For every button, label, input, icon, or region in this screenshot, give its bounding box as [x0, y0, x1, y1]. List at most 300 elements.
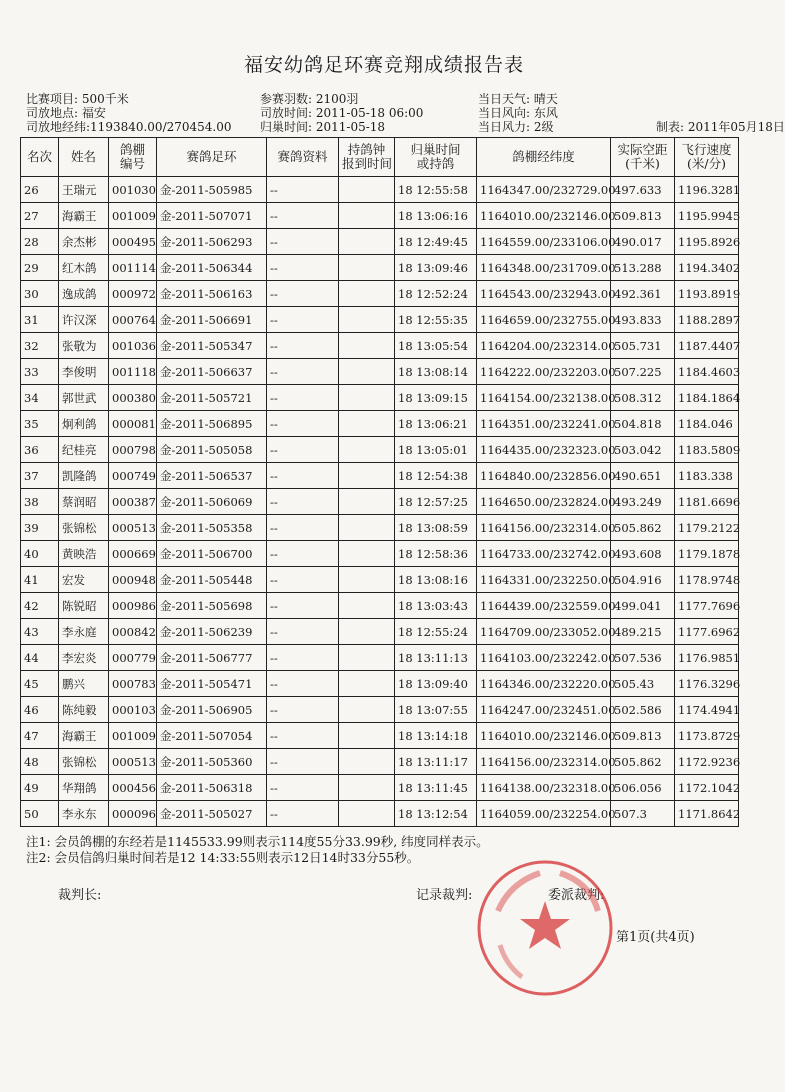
cell-coords: 1164559.00/233106.00 [477, 229, 611, 255]
results-table [20, 137, 739, 827]
cell-rank: 29 [21, 255, 59, 281]
weather: 当日天气: 晴天 [478, 92, 558, 106]
cell-return-time: 18 12:55:35 [395, 307, 477, 333]
cell-distance: 504.916 [611, 567, 675, 593]
cell-return-time: 18 13:11:13 [395, 645, 477, 671]
table-row [21, 671, 739, 697]
cell-name: 陈锐昭 [59, 593, 109, 619]
cell-ring: 金-2011-505358 [157, 515, 267, 541]
cell-info: -- [267, 645, 339, 671]
cell-speed: 1177.7696 [675, 593, 739, 619]
cell-coords: 1164247.00/232451.00 [477, 697, 611, 723]
recorder-referee-label: 记录裁判: [416, 888, 473, 903]
cell-clock [339, 723, 395, 749]
cell-ring: 金-2011-505471 [157, 671, 267, 697]
cell-coords: 1164543.00/232943.00 [477, 281, 611, 307]
table-row [21, 333, 739, 359]
cell-name: 张锦松 [59, 749, 109, 775]
cell-ring: 金-2011-505698 [157, 593, 267, 619]
cell-name: 鹏兴 [59, 671, 109, 697]
cell-ring: 金-2011-506895 [157, 411, 267, 437]
cell-ring: 金-2011-507054 [157, 723, 267, 749]
table-row [21, 307, 739, 333]
cell-return-time: 18 13:09:40 [395, 671, 477, 697]
cell-clock [339, 671, 395, 697]
cell-coords: 1164103.00/232242.00 [477, 645, 611, 671]
made-date: 制表: 2011年05月18日 [656, 120, 785, 134]
cell-speed: 1174.4941 [675, 697, 739, 723]
cell-name: 余杰彬 [59, 229, 109, 255]
cell-ring: 金-2011-506344 [157, 255, 267, 281]
cell-distance: 508.312 [611, 385, 675, 411]
cell-return-time: 18 13:08:59 [395, 515, 477, 541]
release-coords: 司放地经纬:1193840.00/270454.00 [26, 120, 232, 134]
cell-return-time: 18 13:11:45 [395, 775, 477, 801]
cell-name: 许汉深 [59, 307, 109, 333]
cell-distance: 505.862 [611, 749, 675, 775]
table-row [21, 177, 739, 203]
cell-coords: 1164156.00/232314.00 [477, 749, 611, 775]
cell-coords: 1164650.00/232824.00 [477, 489, 611, 515]
cell-loft-id: 000972 [109, 281, 157, 307]
cell-coords: 1164709.00/233052.00 [477, 619, 611, 645]
cell-coords: 1164435.00/232323.00 [477, 437, 611, 463]
cell-rank: 43 [21, 619, 59, 645]
cell-coords: 1164733.00/232742.00 [477, 541, 611, 567]
cell-rank: 31 [21, 307, 59, 333]
wind-force: 当日风力: 2级 [478, 120, 554, 134]
cell-clock [339, 801, 395, 827]
cell-ring: 金-2011-506163 [157, 281, 267, 307]
cell-clock [339, 775, 395, 801]
cell-name: 纪桂亮 [59, 437, 109, 463]
cell-distance: 503.042 [611, 437, 675, 463]
cell-name: 炯利鸽 [59, 411, 109, 437]
cell-coords: 1164204.00/232314.00 [477, 333, 611, 359]
header-clock: 持鸽钟 报到时间 [339, 138, 395, 177]
cell-rank: 50 [21, 801, 59, 827]
cell-name: 黄映浩 [59, 541, 109, 567]
cell-distance: 502.586 [611, 697, 675, 723]
cell-coords: 1164059.00/232254.00 [477, 801, 611, 827]
table-row [21, 463, 739, 489]
cell-loft-id: 000513 [109, 515, 157, 541]
cell-info: -- [267, 775, 339, 801]
cell-speed: 1184.4603 [675, 359, 739, 385]
cell-coords: 1164346.00/232220.00 [477, 671, 611, 697]
cell-name: 红木鸽 [59, 255, 109, 281]
cell-rank: 48 [21, 749, 59, 775]
cell-rank: 45 [21, 671, 59, 697]
cell-clock [339, 749, 395, 775]
cell-return-time: 18 13:08:16 [395, 567, 477, 593]
cell-name: 蔡润昭 [59, 489, 109, 515]
cell-speed: 1172.9236 [675, 749, 739, 775]
page-title: 福安幼鸽足环赛竞翔成绩报告表 [243, 54, 524, 76]
cell-coords: 1164351.00/232241.00 [477, 411, 611, 437]
cell-rank: 37 [21, 463, 59, 489]
cell-clock [339, 697, 395, 723]
cell-name: 陈纯毅 [59, 697, 109, 723]
cell-name: 李宏炎 [59, 645, 109, 671]
cell-info: -- [267, 463, 339, 489]
cell-name: 逸成鸽 [59, 281, 109, 307]
cell-name: 王瑞元 [59, 177, 109, 203]
cell-clock [339, 333, 395, 359]
cell-rank: 40 [21, 541, 59, 567]
cell-rank: 47 [21, 723, 59, 749]
cell-coords: 1164347.00/232729.00 [477, 177, 611, 203]
chief-referee-label: 裁判长: [58, 888, 102, 903]
cell-clock [339, 411, 395, 437]
cell-clock [339, 437, 395, 463]
table-row [21, 437, 739, 463]
cell-clock [339, 619, 395, 645]
cell-info: -- [267, 515, 339, 541]
header-name: 姓名 [59, 138, 109, 177]
cell-rank: 30 [21, 281, 59, 307]
cell-loft-id: 000387 [109, 489, 157, 515]
cell-rank: 49 [21, 775, 59, 801]
cell-ring: 金-2011-506637 [157, 359, 267, 385]
cell-loft-id: 000103 [109, 697, 157, 723]
cell-speed: 1187.4407 [675, 333, 739, 359]
cell-speed: 1179.1878 [675, 541, 739, 567]
table-row [21, 645, 739, 671]
header-loft: 鸽棚 编号 [109, 138, 157, 177]
cell-ring: 金-2011-506905 [157, 697, 267, 723]
cell-ring: 金-2011-505448 [157, 567, 267, 593]
cell-info: -- [267, 749, 339, 775]
delegate-referee-label: 委派裁判: [548, 888, 605, 903]
return-date: 归巢时间: 2011-05-18 [260, 120, 386, 134]
cell-coords: 1164659.00/232755.00 [477, 307, 611, 333]
entries: 参赛羽数: 2100羽 [260, 92, 359, 106]
cell-speed: 1171.8642 [675, 801, 739, 827]
cell-return-time: 18 12:52:24 [395, 281, 477, 307]
cell-return-time: 18 13:12:54 [395, 801, 477, 827]
cell-clock [339, 567, 395, 593]
cell-rank: 32 [21, 333, 59, 359]
cell-name: 海霸王 [59, 723, 109, 749]
cell-loft-id: 000495 [109, 229, 157, 255]
page-number: 第1页(共4页) [616, 930, 695, 945]
cell-loft-id: 000380 [109, 385, 157, 411]
cell-info: -- [267, 593, 339, 619]
cell-ring: 金-2011-506777 [157, 645, 267, 671]
table-row [21, 203, 739, 229]
cell-speed: 1178.9748 [675, 567, 739, 593]
cell-info: -- [267, 281, 339, 307]
cell-return-time: 18 13:06:21 [395, 411, 477, 437]
cell-return-time: 18 12:49:45 [395, 229, 477, 255]
cell-speed: 1194.3402 [675, 255, 739, 281]
table-header-row [21, 138, 739, 177]
cell-distance: 493.608 [611, 541, 675, 567]
cell-ring: 金-2011-506537 [157, 463, 267, 489]
notes [26, 834, 489, 866]
cell-info: -- [267, 411, 339, 437]
cell-clock [339, 229, 395, 255]
table-row [21, 411, 739, 437]
cell-speed: 1176.9851 [675, 645, 739, 671]
cell-return-time: 18 12:55:24 [395, 619, 477, 645]
cell-rank: 36 [21, 437, 59, 463]
cell-info: -- [267, 385, 339, 411]
note-1: 注1: 会员鸽棚的东经若是1145533.99则表示114度55分33.99秒, 纬度同样表示。 [26, 834, 489, 849]
cell-info: -- [267, 255, 339, 281]
cell-loft-id: 001009 [109, 203, 157, 229]
cell-ring: 金-2011-506239 [157, 619, 267, 645]
cell-coords: 1164222.00/232203.00 [477, 359, 611, 385]
cell-loft-id: 000081 [109, 411, 157, 437]
cell-speed: 1184.1864 [675, 385, 739, 411]
cell-info: -- [267, 541, 339, 567]
cell-ring: 金-2011-506691 [157, 307, 267, 333]
cell-coords: 1164348.00/231709.00 [477, 255, 611, 281]
cell-rank: 26 [21, 177, 59, 203]
release-site: 司放地点: 福安 [26, 106, 106, 120]
cell-coords: 1164331.00/232250.00 [477, 567, 611, 593]
cell-clock [339, 463, 395, 489]
cell-info: -- [267, 437, 339, 463]
cell-coords: 1164154.00/232138.00 [477, 385, 611, 411]
table-row [21, 229, 739, 255]
cell-distance: 505.862 [611, 515, 675, 541]
cell-info: -- [267, 229, 339, 255]
cell-distance: 499.041 [611, 593, 675, 619]
cell-return-time: 18 13:08:14 [395, 359, 477, 385]
cell-info: -- [267, 203, 339, 229]
cell-info: -- [267, 697, 339, 723]
wind-direction: 当日风向: 东风 [478, 106, 558, 120]
table-row [21, 255, 739, 281]
cell-loft-id: 001114 [109, 255, 157, 281]
release-time: 司放时间: 2011-05-18 06:00 [260, 106, 424, 120]
table-row [21, 619, 739, 645]
table-row [21, 541, 739, 567]
cell-name: 宏发 [59, 567, 109, 593]
cell-return-time: 18 13:06:16 [395, 203, 477, 229]
cell-speed: 1195.9945 [675, 203, 739, 229]
cell-info: -- [267, 177, 339, 203]
cell-distance: 509.813 [611, 723, 675, 749]
cell-loft-id: 001030 [109, 177, 157, 203]
cell-distance: 506.056 [611, 775, 675, 801]
cell-rank: 34 [21, 385, 59, 411]
cell-coords: 1164439.00/232559.00 [477, 593, 611, 619]
cell-rank: 35 [21, 411, 59, 437]
cell-rank: 28 [21, 229, 59, 255]
cell-rank: 41 [21, 567, 59, 593]
cell-ring: 金-2011-505347 [157, 333, 267, 359]
cell-ring: 金-2011-505360 [157, 749, 267, 775]
cell-loft-id: 000669 [109, 541, 157, 567]
cell-name: 张锦松 [59, 515, 109, 541]
cell-return-time: 18 12:58:36 [395, 541, 477, 567]
cell-speed: 1173.8729 [675, 723, 739, 749]
cell-speed: 1177.6962 [675, 619, 739, 645]
cell-distance: 504.818 [611, 411, 675, 437]
table-row [21, 593, 739, 619]
cell-clock [339, 515, 395, 541]
cell-clock [339, 593, 395, 619]
official-seal-stamp [470, 853, 620, 1003]
cell-distance: 513.288 [611, 255, 675, 281]
cell-rank: 38 [21, 489, 59, 515]
cell-speed: 1184.046 [675, 411, 739, 437]
cell-name: 华翔鸽 [59, 775, 109, 801]
cell-ring: 金-2011-506318 [157, 775, 267, 801]
cell-distance: 490.651 [611, 463, 675, 489]
cell-distance: 507.3 [611, 801, 675, 827]
cell-speed: 1193.8919 [675, 281, 739, 307]
cell-loft-id: 000096 [109, 801, 157, 827]
cell-loft-id: 000842 [109, 619, 157, 645]
cell-loft-id: 001118 [109, 359, 157, 385]
cell-speed: 1188.2897 [675, 307, 739, 333]
cell-clock [339, 541, 395, 567]
cell-info: -- [267, 359, 339, 385]
cell-speed: 1195.8926 [675, 229, 739, 255]
cell-rank: 27 [21, 203, 59, 229]
header-speed: 飞行速度 (米/分) [675, 138, 739, 177]
cell-return-time: 18 13:07:55 [395, 697, 477, 723]
cell-return-time: 18 13:05:54 [395, 333, 477, 359]
cell-clock [339, 203, 395, 229]
header-time: 归巢时间 或持鸽 [395, 138, 477, 177]
header-coords: 鸽棚经纬度 [477, 138, 611, 177]
cell-rank: 39 [21, 515, 59, 541]
cell-distance: 489.215 [611, 619, 675, 645]
note-2: 注2: 会员信鸽归巢时间若是12 14:33:55则表示12日14时33分55秒。 [26, 850, 420, 865]
cell-distance: 505.43 [611, 671, 675, 697]
cell-ring: 金-2011-505985 [157, 177, 267, 203]
cell-name: 李永庭 [59, 619, 109, 645]
cell-clock [339, 255, 395, 281]
cell-return-time: 18 13:09:46 [395, 255, 477, 281]
cell-speed: 1181.6696 [675, 489, 739, 515]
cell-loft-id: 000749 [109, 463, 157, 489]
cell-distance: 505.731 [611, 333, 675, 359]
cell-return-time: 18 13:11:17 [395, 749, 477, 775]
cell-coords: 1164010.00/232146.00 [477, 203, 611, 229]
cell-loft-id: 000456 [109, 775, 157, 801]
cell-rank: 46 [21, 697, 59, 723]
cell-loft-id: 000783 [109, 671, 157, 697]
cell-coords: 1164840.00/232856.00 [477, 463, 611, 489]
cell-coords: 1164010.00/232146.00 [477, 723, 611, 749]
cell-clock [339, 359, 395, 385]
header-rank: 名次 [21, 138, 59, 177]
cell-name: 李俊明 [59, 359, 109, 385]
cell-loft-id: 001009 [109, 723, 157, 749]
cell-return-time: 18 12:54:38 [395, 463, 477, 489]
table-row [21, 567, 739, 593]
table-row [21, 359, 739, 385]
cell-coords: 1164156.00/232314.00 [477, 515, 611, 541]
cell-loft-id: 000948 [109, 567, 157, 593]
table-body [21, 177, 739, 827]
cell-loft-id: 000798 [109, 437, 157, 463]
table-row [21, 697, 739, 723]
cell-speed: 1196.3281 [675, 177, 739, 203]
table-row [21, 489, 739, 515]
cell-rank: 44 [21, 645, 59, 671]
cell-ring: 金-2011-506069 [157, 489, 267, 515]
table-row [21, 801, 739, 827]
cell-loft-id: 000779 [109, 645, 157, 671]
cell-info: -- [267, 619, 339, 645]
cell-info: -- [267, 567, 339, 593]
cell-distance: 509.813 [611, 203, 675, 229]
cell-return-time: 18 13:05:01 [395, 437, 477, 463]
cell-ring: 金-2011-505721 [157, 385, 267, 411]
cell-rank: 33 [21, 359, 59, 385]
cell-ring: 金-2011-505058 [157, 437, 267, 463]
cell-distance: 497.633 [611, 177, 675, 203]
header-info: 赛鸽资料 [267, 138, 339, 177]
cell-name: 海霸王 [59, 203, 109, 229]
cell-info: -- [267, 333, 339, 359]
cell-return-time: 18 12:57:25 [395, 489, 477, 515]
cell-return-time: 18 13:09:15 [395, 385, 477, 411]
cell-speed: 1179.2122 [675, 515, 739, 541]
cell-name: 凯隆鸽 [59, 463, 109, 489]
cell-name: 张敬为 [59, 333, 109, 359]
table-row [21, 749, 739, 775]
cell-ring: 金-2011-506700 [157, 541, 267, 567]
cell-info: -- [267, 489, 339, 515]
cell-info: -- [267, 671, 339, 697]
cell-info: -- [267, 307, 339, 333]
cell-distance: 493.833 [611, 307, 675, 333]
cell-return-time: 18 12:55:58 [395, 177, 477, 203]
cell-return-time: 18 13:14:18 [395, 723, 477, 749]
cell-speed: 1176.3296 [675, 671, 739, 697]
cell-distance: 507.536 [611, 645, 675, 671]
table-row [21, 723, 739, 749]
cell-clock [339, 281, 395, 307]
cell-clock [339, 177, 395, 203]
cell-clock [339, 307, 395, 333]
cell-loft-id: 000513 [109, 749, 157, 775]
cell-return-time: 18 13:03:43 [395, 593, 477, 619]
cell-coords: 1164138.00/232318.00 [477, 775, 611, 801]
table-row [21, 281, 739, 307]
cell-ring: 金-2011-506293 [157, 229, 267, 255]
cell-ring: 金-2011-507071 [157, 203, 267, 229]
cell-distance: 490.017 [611, 229, 675, 255]
cell-distance: 493.249 [611, 489, 675, 515]
cell-distance: 507.225 [611, 359, 675, 385]
cell-clock [339, 489, 395, 515]
cell-loft-id: 000764 [109, 307, 157, 333]
cell-loft-id: 001036 [109, 333, 157, 359]
table-row [21, 515, 739, 541]
cell-info: -- [267, 801, 339, 827]
cell-clock [339, 385, 395, 411]
header-ring: 赛鸽足环 [157, 138, 267, 177]
table-row [21, 385, 739, 411]
cell-loft-id: 000986 [109, 593, 157, 619]
cell-name: 李永东 [59, 801, 109, 827]
cell-speed: 1172.1042 [675, 775, 739, 801]
cell-ring: 金-2011-505027 [157, 801, 267, 827]
cell-speed: 1183.5809 [675, 437, 739, 463]
cell-name: 郭世武 [59, 385, 109, 411]
cell-speed: 1183.338 [675, 463, 739, 489]
